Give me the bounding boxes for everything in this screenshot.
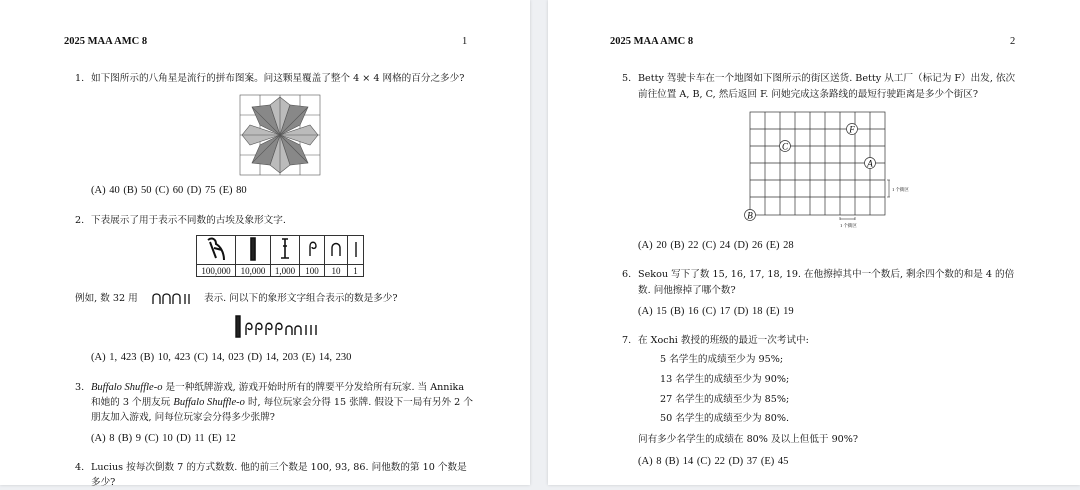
question-1-answer-choices: (A) 40 (B) 50 (C) 60 (D) 75 (E) 80 [91, 185, 247, 196]
question-3-line-2-post: 时, 每位玩家会分得 15 张牌. 假设下一局有另外 2 个 [247, 397, 473, 408]
location-a-marker [865, 158, 876, 169]
street-map-grid [743, 108, 909, 233]
coil-glyph-icon [300, 236, 325, 264]
question-1-number: 1. [75, 73, 85, 84]
value-100000: 100,000 [197, 265, 236, 277]
question-6-line-1: Sekou 写下了数 15, 16, 17, 18, 19. 在他擦掉其中一个数后, 剩余四个数的和是 4 的倍 [638, 269, 1015, 280]
location-f-marker [847, 124, 858, 135]
question-5-number: 5. [622, 73, 632, 84]
game-name-italic-2: Buffalo Shuffle-o [173, 397, 245, 408]
question-5-line-2: 前往位置 A, B, C, 然后返回 F. 问她完成这条路线的最短行驶距离是多少个街区? [638, 89, 978, 100]
value-1: 1 [353, 266, 358, 276]
heel-glyph-icon [325, 236, 348, 264]
question-4-line-2: 多少? [91, 477, 116, 488]
question-6-number: 6. [622, 269, 632, 280]
question-2-text: 下表展示了用于表示不同数的古埃及象形文字. [91, 215, 286, 226]
lotus-glyph-icon [271, 236, 300, 264]
value-1000: 1,000 [271, 265, 300, 277]
question-7-number: 7. [622, 335, 632, 346]
question-6-answer-choices: (A) 15 (B) 16 (C) 17 (D) 18 (E) 19 [638, 306, 794, 317]
location-c-marker [780, 141, 791, 152]
label-c: C [781, 141, 789, 152]
question-7-condition-2: 13 名学生的成绩至少为 90%; [660, 374, 790, 385]
horizontal-scale-marker [840, 217, 855, 220]
question-3-line-2-pre: 和她的 3 个朋友玩 [91, 397, 171, 408]
value-100: 100 [300, 265, 325, 277]
lotus-bird-glyph-icon [197, 236, 236, 264]
page-header: 2025 MAA AMC 8 [64, 36, 148, 47]
question-2-number: 2. [75, 215, 85, 226]
question-3-line-3: 朋友加入游戏, 问每位玩家会分得多少张牌? [91, 412, 275, 423]
question-6-line-2: 数. 问他擦掉了哪个数? [638, 285, 736, 296]
vertical-scale-label: 1 个街区 [892, 187, 909, 192]
page-1 [0, 0, 530, 488]
question-2-example-prefix: 例如, 数 32 用 [75, 293, 138, 304]
hieroglyph-table [196, 235, 364, 277]
page-header: 2025 MAA AMC 8 [610, 36, 694, 47]
location-b-marker [745, 210, 756, 221]
question-1-text: 如下图所示的八角星是流行的拼布图案。问这颗星覆盖了整个 4 × 4 网格的百分之多少? [91, 73, 465, 84]
value-10000: 10,000 [236, 265, 271, 277]
question-7-condition-3: 27 名学生的成绩至少为 85%; [660, 394, 790, 405]
page-number: 2 [1010, 36, 1016, 47]
hieroglyph-combination-icon [232, 313, 324, 339]
question-3-number: 3. [75, 382, 85, 393]
page-number: 1 [462, 36, 468, 47]
eight-point-star-figure [240, 95, 320, 175]
question-7-answer-choices: (A) 8 (B) 14 (C) 22 (D) 37 (E) 45 [638, 456, 789, 467]
question-4-line-1: Lucius 按每次倒数 7 的方式数数. 他的前三个数是 100, 93, 86. 问他数的第 10 个数是 [91, 462, 467, 473]
stroke-glyph-icon [348, 236, 363, 264]
label-b: B [747, 210, 753, 221]
question-3-line-1 [91, 381, 464, 395]
game-name-italic: Buffalo Shuffle-o [91, 382, 163, 393]
horizontal-scale-label: 1 个街区 [840, 223, 857, 228]
question-2-answer-choices: (A) 1, 423 (B) 10, 423 (C) 14, 023 (D) 14, 203 (E) 14, 230 [91, 352, 352, 363]
question-4-number: 4. [75, 462, 85, 473]
question-7-condition-1: 5 名学生的成绩至少为 95%; [660, 354, 784, 365]
vertical-scale-marker [887, 180, 890, 197]
question-3-line-2 [91, 396, 473, 410]
label-a: A [867, 158, 873, 169]
question-3-answer-choices: (A) 8 (B) 9 (C) 10 (D) 11 (E) 12 [91, 433, 236, 444]
question-3-line-1-rest: 是一种纸牌游戏, 游戏开始时所有的牌要平分发给所有玩家. 当 Annika [165, 382, 465, 393]
question-5-answer-choices: (A) 20 (B) 22 (C) 24 (D) 26 (E) 28 [638, 240, 794, 251]
finger-glyph-icon [236, 236, 271, 264]
label-f: F [849, 124, 855, 135]
question-2-example-suffix: 表示. 问以下的象形文字组合表示的数是多少? [204, 293, 398, 304]
value-10: 10 [325, 265, 348, 277]
question-7-question: 问有多少名学生的成绩在 80% 及以上但低于 90%? [638, 434, 859, 445]
page-2 [548, 0, 1080, 485]
example-32-glyphs-icon [152, 291, 202, 305]
question-7-condition-4: 50 名学生的成绩至少为 80%. [660, 413, 790, 424]
question-5-line-1: Betty 驾驶卡车在一个地图如下图所示的街区送货. Betty 从工厂（标记为 F）出发, 依次 [638, 73, 1016, 84]
question-7-intro: 在 Xochi 教授的班级的最近一次考试中: [638, 335, 809, 346]
